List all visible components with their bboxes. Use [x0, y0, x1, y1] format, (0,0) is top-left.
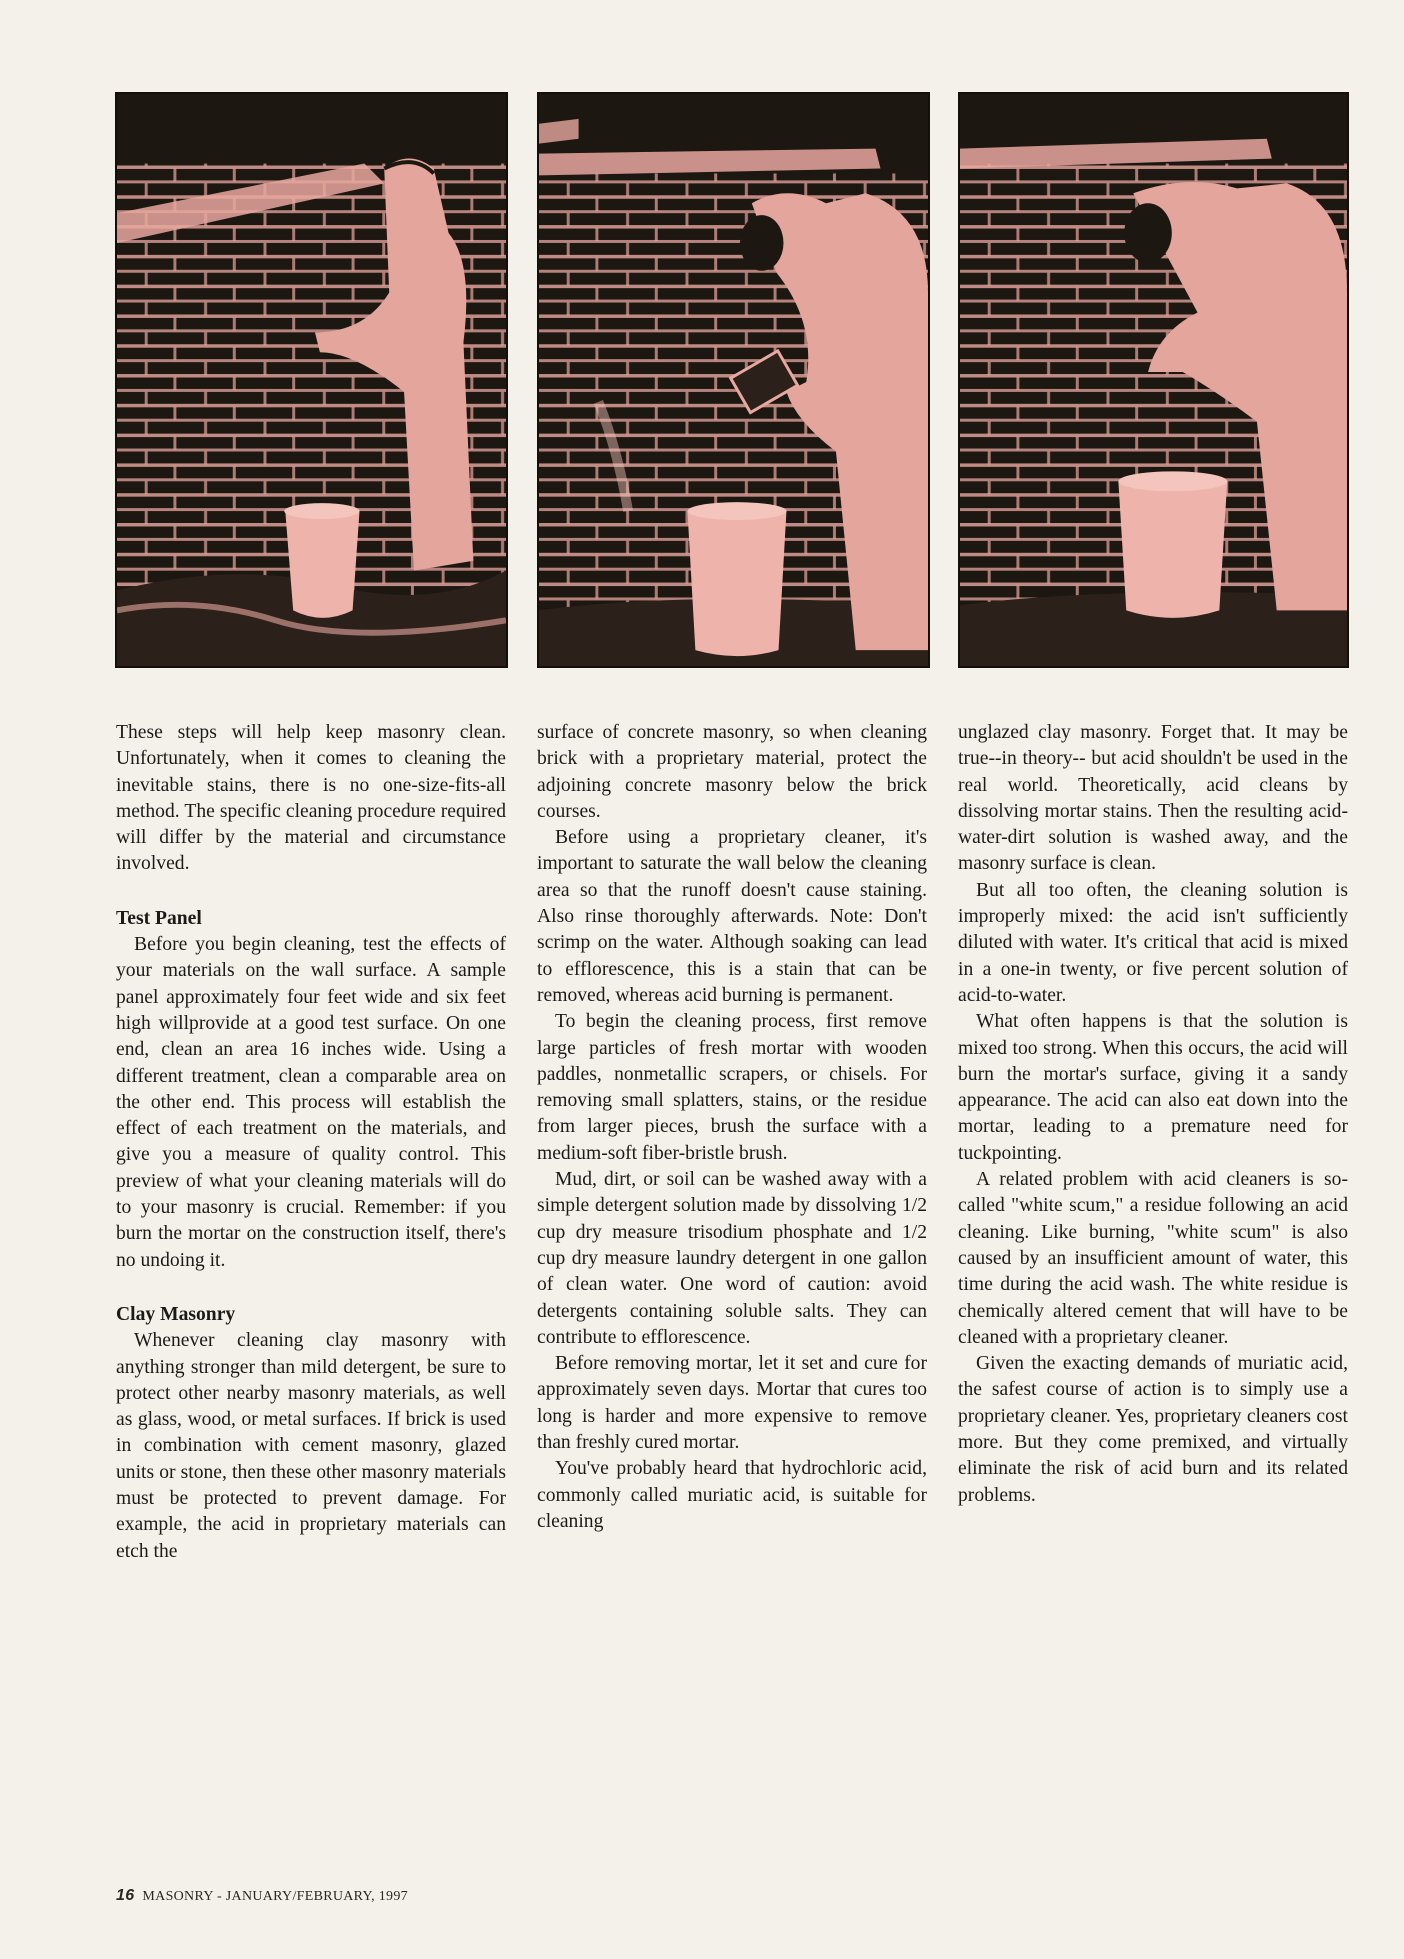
masonry-cleaning-photo-2	[537, 92, 930, 668]
paragraph-muriatic-acid: You've probably heard that hydrochloric acid, commonly called muriatic acid, is suitable for cleaning	[537, 1458, 927, 1532]
paragraph-proprietary: Given the exacting demands of muriatic acid, the safest course of action is to simply use a proprietary cleaner. Yes, proprietary cleaners cost more. But they come premixed, and virtually eliminate the risk of acid burn and its related problems.	[958, 1353, 1348, 1506]
paragraph-clay-masonry: Whenever cleaning clay masonry with anything stronger than mild detergent, be sure to protect other nearby masonry materials, as well as glass, wood, or metal surfaces. If brick is used in combination with cement masonry, glazed units or stone, then these other masonry materials must be protected to prevent damage. For example, the acid in proprietary materials can etch the	[116, 1330, 506, 1562]
masonry-cleaning-photo-1	[115, 92, 508, 668]
text-column-2	[537, 720, 927, 1535]
text-column-1	[116, 720, 506, 1565]
heading-test-panel: Test Panel	[116, 907, 202, 929]
masonry-cleaning-photo-3	[958, 92, 1349, 668]
paragraph-saturate-wall: Before using a proprietary cleaner, it's important to saturate the wall below the cleaning area so that the runoff doesn't cause staining. Also rinse thoroughly afterwards. Note: Don't scrimp on the water. Although soaking can lead to efflorescence, this is a stain that can be removed, whereas acid burning is permanent.	[537, 827, 927, 1006]
paragraph-white-scum: A related problem with acid cleaners is so-called "white scum," a residue following an acid cleaning. Like burning, "white scum" is also caused by an insufficient amount of water, this time during the acid wash. The white residue is chemically altered cement that will have to be cleaned with a proprietary cleaner.	[958, 1169, 1348, 1348]
text-column-3	[958, 720, 1348, 1509]
page-number: 16	[116, 1887, 135, 1904]
paragraph-unglazed: unglazed clay masonry. Forget that. It may be true--in theory-- but acid shouldn't be used in the real world. Theoretically, acid cleans by dissolving mortar stains. Then the resulting acid-water-dirt solution is washed away, and the masonry surface is clean.	[958, 722, 1348, 875]
paragraph-intro: These steps will help keep masonry clean. Unfortunately, when it comes to cleaning the inevitable stains, there is no one-size-fits-all method. The specific cleaning procedure required will differ by the material and circumstance involved.	[116, 722, 506, 875]
paragraph-mortar-cure: Before removing mortar, let it set and cure for approximately seven days. Mortar that cures too long is harder and more expensive to remove than freshly cured mortar.	[537, 1353, 927, 1454]
paragraph-too-strong: What often happens is that the solution is mixed too strong. When this occurs, the acid will burn the mortar's surface, giving it a sandy appearance. The acid can also eat down into the mortar, leading to a premature need for tuckpointing.	[958, 1011, 1348, 1164]
heading-clay-masonry: Clay Masonry	[116, 1303, 236, 1325]
paragraph-test-panel: Before you begin cleaning, test the effects of your materials on the wall surface. A sample panel approximately four feet wide and six feet high willprovide at a good test surface. On one end, clean an area 16 inches wide. Using a different treatment, clean a comparable area on the other end. This process will establish the effect of each treatment on the materials, and give you a measure of quality control. This preview of what your cleaning materials will do to your masonry is crucial. Remember: if you burn the mortar on the construction itself, there's no undoing it.	[116, 934, 506, 1271]
page-footer	[116, 1887, 408, 1905]
publication-line: MASONRY - JANUARY/FEBRUARY, 1997	[142, 1889, 408, 1904]
paragraph-detergent: Mud, dirt, or soil can be washed away with a simple detergent solution made by dissolving 1/2 cup dry measure trisodium phosphate and 1/2 cup dry measure laundry detergent in one gallon of clean water. One word of caution: avoid detergents containing soluble salts. They can contribute to efflorescence.	[537, 1169, 927, 1348]
paragraph-improperly-mixed: But all too often, the cleaning solution is improperly mixed: the acid isn't sufficiently diluted with water. It's critical that acid is mixed in a one-in twenty, or five percent solution of acid-to-water.	[958, 879, 1348, 1006]
paragraph-begin-cleaning: To begin the cleaning process, first remove large particles of fresh mortar with wooden paddles, nonmetallic scrapers, or chisels. For removing small splatters, stains, or the residue from larger pieces, brush the surface with a medium-soft fiber-bristle brush.	[537, 1011, 927, 1164]
paragraph-continued: surface of concrete masonry, so when cleaning brick with a proprietary material, protect the adjoining concrete masonry below the brick courses.	[537, 722, 927, 822]
